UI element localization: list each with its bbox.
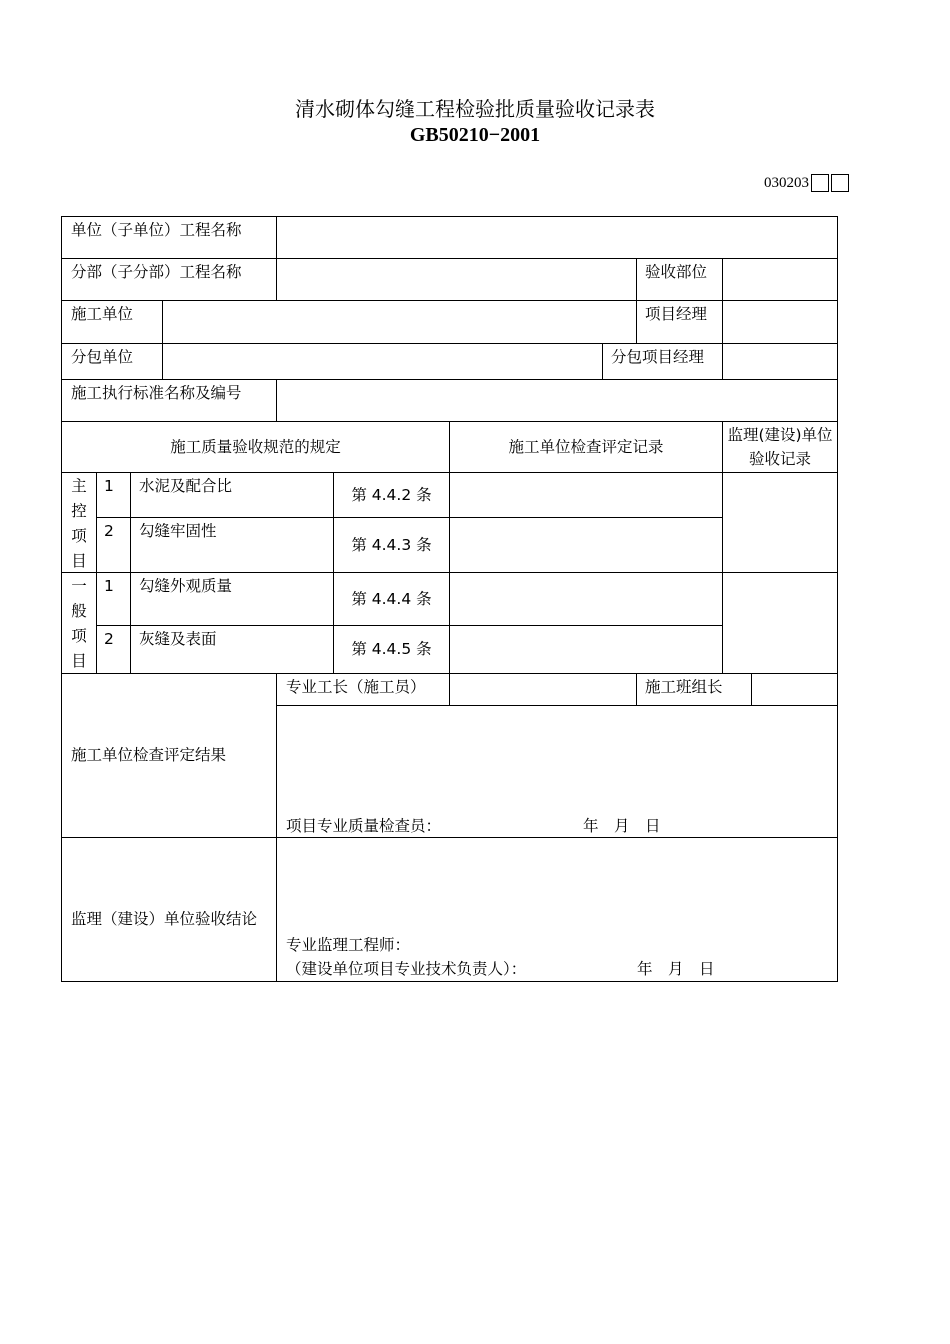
grid-line <box>61 379 838 380</box>
form-code-box-2[interactable] <box>831 174 849 192</box>
grid-line <box>837 216 838 982</box>
check-result-field[interactable] <box>278 707 836 807</box>
standard-name-field[interactable] <box>278 381 836 420</box>
grid-line <box>722 421 723 673</box>
supervision-engineer-label: 专业监理工程师： <box>286 936 411 954</box>
quality-inspector-label: 项目专业质量检查员： <box>286 817 442 835</box>
main-item-1-name: 水泥及配合比 <box>139 477 233 495</box>
general-item-2-name: 灰缝及表面 <box>139 630 217 648</box>
standard-name-label: 施工执行标准名称及编号 <box>71 384 242 402</box>
acceptance-part-field[interactable] <box>724 260 836 299</box>
main-items-supervision-field[interactable] <box>724 474 836 571</box>
grid-line <box>636 673 637 706</box>
grid-line <box>96 517 723 518</box>
supervision-conclusion-label: 监理（建设）单位验收结论 <box>71 910 258 928</box>
grid-line <box>276 216 277 301</box>
grid-line <box>602 343 603 379</box>
construction-unit-label: 施工单位 <box>71 305 134 323</box>
general-items-supervision-field[interactable] <box>724 574 836 672</box>
general-item-1-record-field[interactable] <box>451 574 721 624</box>
grid-line <box>96 625 723 626</box>
team-leader-field[interactable] <box>753 675 836 704</box>
team-leader-label: 施工班组长 <box>645 678 723 696</box>
grid-line <box>61 981 838 982</box>
main-item-1-no: 1 <box>104 477 114 495</box>
check-record-column-header: 施工单位检查评定记录 <box>508 438 664 456</box>
unit-project-name-label: 单位（子单位）工程名称 <box>71 221 242 239</box>
check-result-date: 年 月 日 <box>583 817 661 835</box>
supervision-conclusion-date: 年 月 日 <box>637 960 715 978</box>
grid-line <box>276 379 277 421</box>
general-items-group-label: 一般项目 <box>71 577 87 670</box>
grid-line <box>61 216 62 982</box>
general-item-2-no: 2 <box>104 630 114 648</box>
form-code-box-1[interactable] <box>811 174 829 192</box>
form-code <box>764 174 849 192</box>
grid-line <box>162 300 163 379</box>
standard-code: GB50210−2001 <box>409 124 541 146</box>
check-result-label: 施工单位检查评定结果 <box>71 746 227 764</box>
grid-line <box>96 472 97 673</box>
main-item-2-name: 勾缝牢固性 <box>139 522 217 540</box>
construction-unit-field[interactable] <box>164 302 635 342</box>
spec-column-header: 施工质量验收规范的规定 <box>170 438 341 456</box>
foreman-field[interactable] <box>451 675 635 704</box>
grid-line <box>61 837 838 838</box>
main-item-1-clause: 第 4.4.2 条 <box>351 486 432 504</box>
project-manager-field[interactable] <box>724 302 836 342</box>
main-items-group-label: 主控项目 <box>71 477 87 570</box>
acceptance-part-label: 验收部位 <box>645 263 708 281</box>
unit-project-name-field[interactable] <box>278 218 836 257</box>
subcontract-manager-field[interactable] <box>724 345 836 378</box>
supervision-conclusion-field[interactable] <box>278 839 836 929</box>
grid-line <box>130 472 131 673</box>
general-item-1-no: 1 <box>104 577 114 595</box>
grid-line <box>449 421 450 706</box>
grid-line <box>61 216 838 217</box>
grid-line <box>722 258 723 379</box>
form-code-number: 030203 <box>764 174 809 191</box>
owner-representative-label: （建设单位项目专业技术负责人）： <box>286 960 527 978</box>
main-item-2-clause: 第 4.4.3 条 <box>351 536 432 554</box>
general-item-2-record-field[interactable] <box>451 627 721 672</box>
general-item-1-name: 勾缝外观质量 <box>139 577 233 595</box>
subcontract-unit-label: 分包单位 <box>71 348 134 366</box>
grid-line <box>636 258 637 343</box>
sub-project-name-field[interactable] <box>278 260 635 299</box>
supervision-column-header: 监理(建设)单位验收记录 <box>727 426 833 468</box>
page-title: 清水砌体勾缝工程检验批质量验收记录表 <box>295 97 655 121</box>
subcontract-manager-label: 分包项目经理 <box>611 348 705 366</box>
grid-line <box>276 705 838 706</box>
project-manager-label: 项目经理 <box>645 305 708 323</box>
sub-project-name-label: 分部（子分部）工程名称 <box>71 263 242 281</box>
general-item-2-clause: 第 4.4.5 条 <box>351 640 432 658</box>
foreman-label: 专业工长（施工员） <box>286 678 426 696</box>
grid-line <box>751 673 752 706</box>
grid-line <box>276 673 277 982</box>
subcontract-unit-field[interactable] <box>164 345 601 378</box>
main-item-2-no: 2 <box>104 522 114 540</box>
main-item-1-record-field[interactable] <box>451 474 721 516</box>
main-item-2-record-field[interactable] <box>451 519 721 571</box>
general-item-1-clause: 第 4.4.4 条 <box>351 590 432 608</box>
